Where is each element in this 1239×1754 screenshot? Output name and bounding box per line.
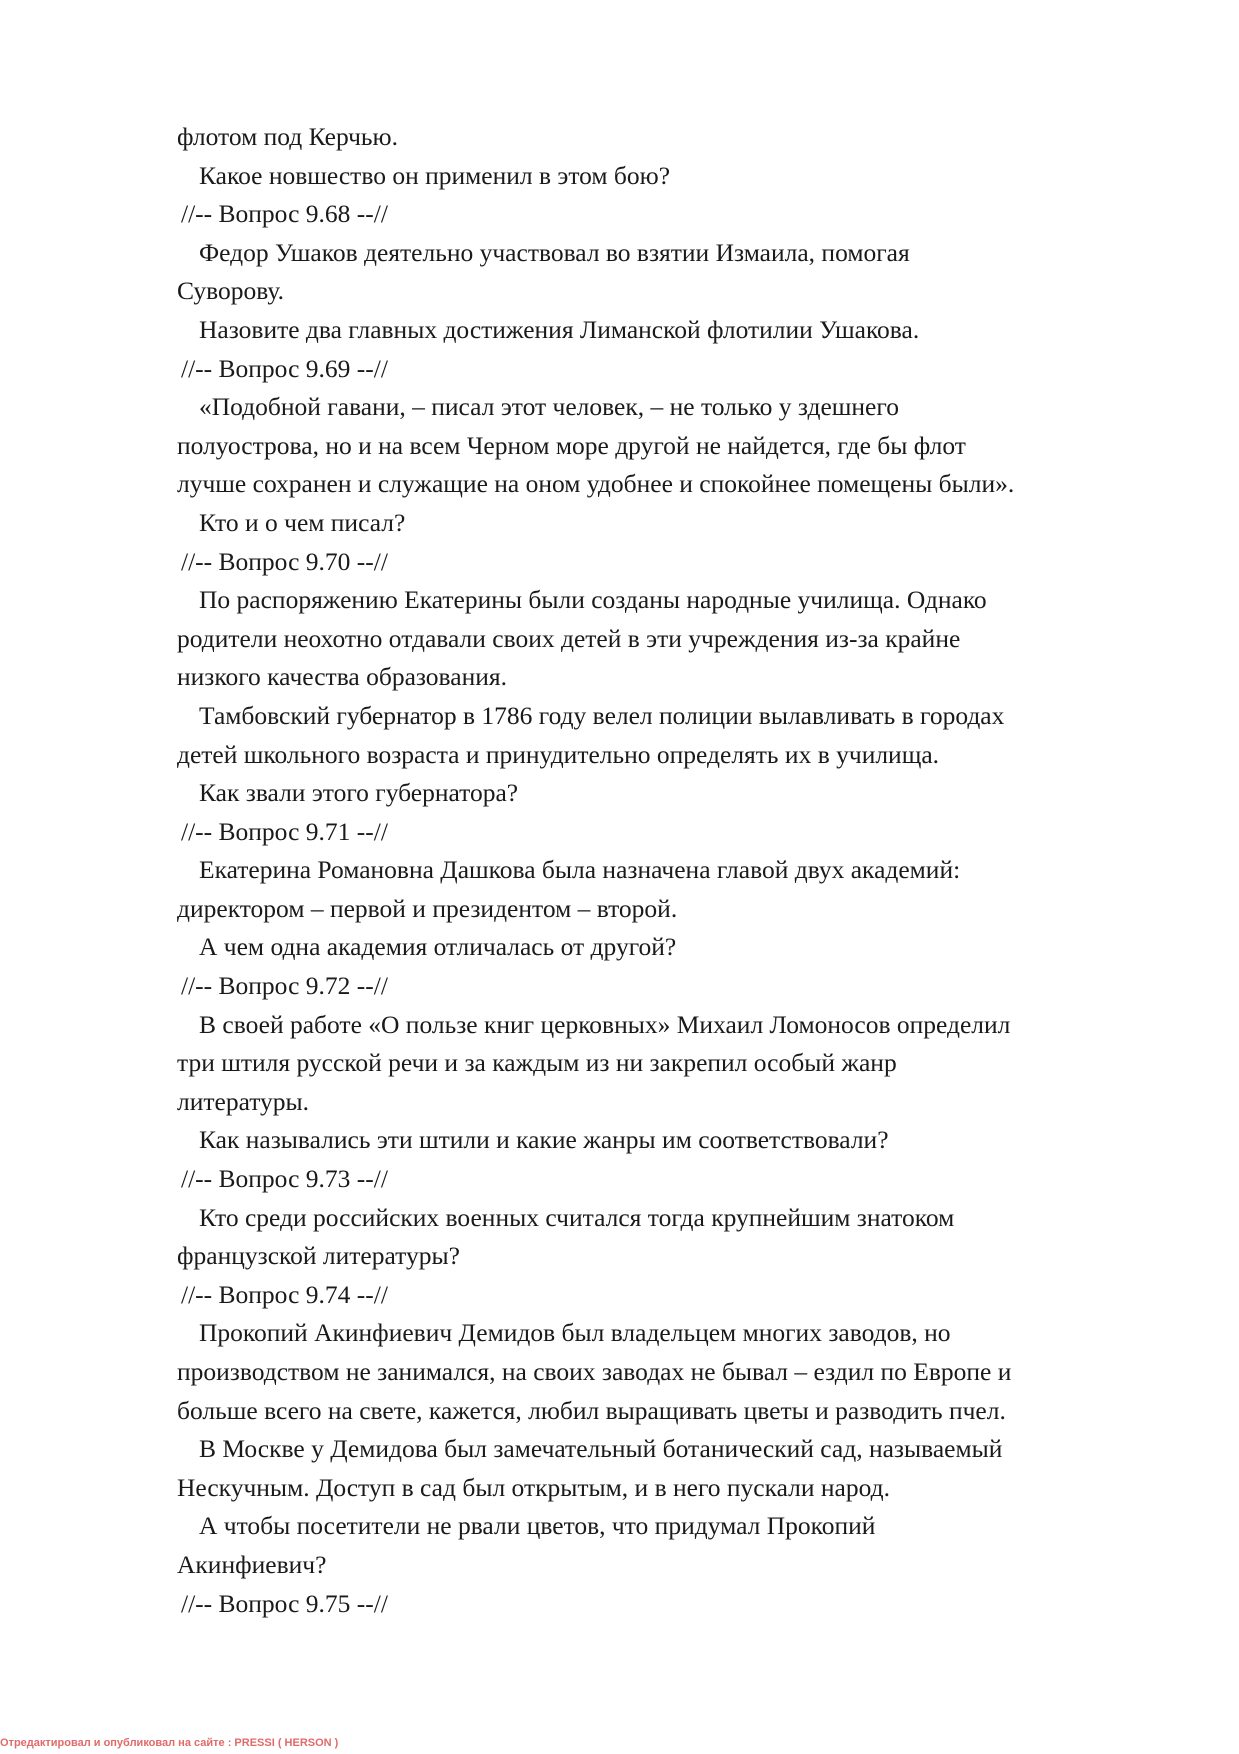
question-marker: //-- Вопрос 9.69 --// (181, 353, 388, 383)
question-marker: //-- Вопрос 9.73 --// (181, 1164, 388, 1194)
footer-credit: Отредактировал и опубликовал на сайте : PRESSI ( HERSON ) (0, 1737, 339, 1749)
text-line: Акинфиевич? (177, 1549, 327, 1579)
text-line: А чтобы посетители не рвали цветов, что придумал Прокопий (199, 1511, 876, 1541)
text-line: Тамбовский губернатор в 1786 году велел полиции вылавливать в городах (199, 700, 1005, 730)
question-marker: //-- Вопрос 9.74 --// (181, 1279, 388, 1309)
text-line: производством не занимался, на своих заводах не бывал – ездил по Европе и (177, 1357, 1012, 1386)
question-marker: //-- Вопрос 9.70 --// (181, 546, 388, 576)
text-line: Суворову. (177, 276, 284, 306)
text-line: полуострова, но и на всем Черном море другой не найдется, где бы флот (177, 430, 966, 460)
text-line: Нескучным. Доступ в сад был открытым, и в него пускали народ. (177, 1472, 890, 1502)
question-marker: //-- Вопрос 9.72 --// (181, 971, 388, 1001)
text-line: А чем одна академия отличалась от другой? (199, 932, 677, 962)
question-marker: //-- Вопрос 9.71 --// (181, 816, 388, 846)
document-body (177, 118, 1187, 1623)
question-marker: //-- Вопрос 9.75 --// (181, 1588, 388, 1618)
text-line: Кто среди российских военных считался тогда крупнейшим знатоком (199, 1202, 955, 1232)
text-line: Федор Ушаков деятельно участвовал во взятии Измаила, помогая (199, 237, 910, 267)
text-line: родители неохотно отдавали своих детей в эти учреждения из-за крайне (177, 623, 961, 653)
text-line: три штиля русской речи и за каждым из ни закрепил особый жанр (177, 1048, 897, 1078)
text-line: Как назывались эти штили и какие жанры им соответствовали? (199, 1125, 889, 1155)
text-line: детей школьного возраста и принудительно определять их в училища. (177, 739, 940, 769)
text-line: литературы. (177, 1086, 310, 1116)
text-line: Екатерина Романовна Дашкова была назначена главой двух академий: (199, 855, 961, 885)
text-line: В своей работе «О пользе книг церковных» Михаил Ломоносов определил (199, 1009, 1011, 1039)
text-line: Назовите два главных достижения Лиманской флотилии Ушакова. (199, 314, 920, 344)
text-line: Как звали этого губернатора? (199, 778, 519, 808)
text-line: низкого качества образования. (177, 662, 507, 692)
text-line: французской литературы? (177, 1241, 460, 1271)
text-line: В Москве у Демидова был замечательный ботанический сад, называемый (199, 1434, 1003, 1464)
text-line: Какое новшество он применил в этом бою? (199, 160, 671, 190)
text-line: Кто и о чем писал? (199, 507, 406, 537)
text-line: флотом под Керчью. (177, 122, 398, 151)
text-line: Прокопий Акинфиевич Демидов был владельцем многих заводов, но (199, 1318, 951, 1348)
text-line: «Подобной гавани, – писал этот человек, – не только у здешнего (199, 392, 899, 422)
question-marker: //-- Вопрос 9.68 --// (181, 199, 388, 229)
text-line: больше всего на свете, кажется, любил выращивать цветы и разводить пчел. (177, 1395, 1006, 1425)
text-line: По распоряжению Екатерины были созданы народные училища. Однако (199, 585, 987, 615)
text-line: директором – первой и президентом – второй. (177, 893, 678, 923)
text-line: лучше сохранен и служащие на оном удобнее и спокойнее помещены были». (177, 469, 1015, 499)
